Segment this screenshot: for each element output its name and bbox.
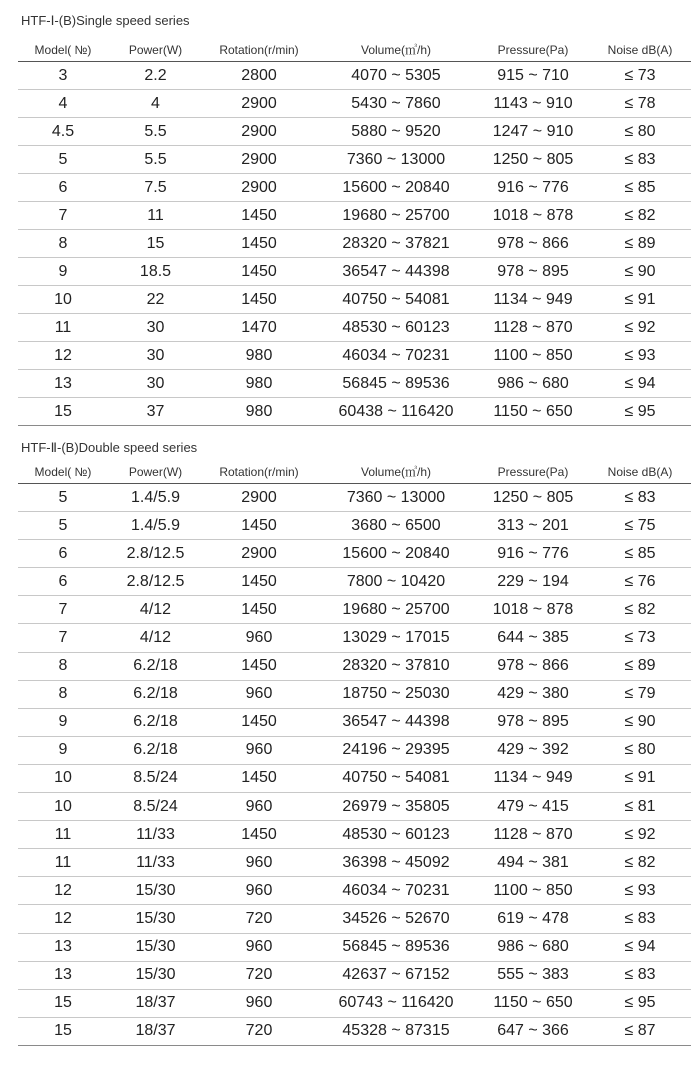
cell-pressure: 1143 ~ 910 <box>477 90 589 118</box>
single-speed-series-title: HTF-Ⅰ-(B)Single speed series <box>21 13 190 28</box>
cell-noise: ≤ 76 <box>589 568 691 596</box>
cell-volume: 36398 ~ 45092 <box>315 849 477 877</box>
cell-power: 30 <box>108 370 203 398</box>
cell-rotation: 980 <box>203 398 315 426</box>
cell-power: 6.2/18 <box>108 680 203 708</box>
cell-rotation: 960 <box>203 849 315 877</box>
table-row <box>18 793 691 821</box>
cell-noise: ≤ 73 <box>589 624 691 652</box>
table-row <box>18 342 691 370</box>
table-row <box>18 708 691 736</box>
cell-rotation: 1450 <box>203 708 315 736</box>
cell-volume: 40750 ~ 54081 <box>315 764 477 792</box>
table-row <box>18 230 691 258</box>
cell-volume: 15600 ~ 20840 <box>315 174 477 202</box>
cell-pressure: 429 ~ 380 <box>477 680 589 708</box>
cell-power: 5.5 <box>108 146 203 174</box>
cell-power: 37 <box>108 398 203 426</box>
cell-pressure: 647 ~ 366 <box>477 1017 589 1045</box>
cell-rotation: 960 <box>203 989 315 1017</box>
table-header-row <box>18 38 691 62</box>
cell-noise: ≤ 83 <box>589 146 691 174</box>
cell-noise: ≤ 94 <box>589 933 691 961</box>
cell-rotation: 720 <box>203 961 315 989</box>
cell-volume: 24196 ~ 29395 <box>315 736 477 764</box>
cell-noise: ≤ 81 <box>589 793 691 821</box>
cell-pressure: 1250 ~ 805 <box>477 146 589 174</box>
cell-model: 15 <box>18 989 108 1017</box>
table-row <box>18 258 691 286</box>
table-row <box>18 568 691 596</box>
table-row <box>18 933 691 961</box>
cell-rotation: 2900 <box>203 540 315 568</box>
table-row <box>18 146 691 174</box>
cell-pressure: 915 ~ 710 <box>477 62 589 90</box>
cell-noise: ≤ 90 <box>589 708 691 736</box>
cell-power: 1.4/5.9 <box>108 512 203 540</box>
cell-pressure: 1150 ~ 650 <box>477 398 589 426</box>
cell-pressure: 916 ~ 776 <box>477 540 589 568</box>
cell-pressure: 1018 ~ 878 <box>477 202 589 230</box>
cell-pressure: 429 ~ 392 <box>477 736 589 764</box>
cell-volume: 56845 ~ 89536 <box>315 370 477 398</box>
table-row <box>18 314 691 342</box>
table-row <box>18 62 691 90</box>
cell-volume: 4070 ~ 5305 <box>315 62 477 90</box>
cell-model: 8 <box>18 230 108 258</box>
cell-noise: ≤ 92 <box>589 314 691 342</box>
cell-volume: 7800 ~ 10420 <box>315 568 477 596</box>
cell-power: 6.2/18 <box>108 736 203 764</box>
cell-noise: ≤ 92 <box>589 821 691 849</box>
cell-power: 8.5/24 <box>108 764 203 792</box>
table-row <box>18 596 691 624</box>
cell-power: 30 <box>108 314 203 342</box>
cell-volume: 26979 ~ 35805 <box>315 793 477 821</box>
cell-volume: 42637 ~ 67152 <box>315 961 477 989</box>
table-row <box>18 512 691 540</box>
cell-noise: ≤ 82 <box>589 202 691 230</box>
cell-model: 10 <box>18 764 108 792</box>
cell-volume: 45328 ~ 87315 <box>315 1017 477 1045</box>
double-speed-table <box>18 460 691 1046</box>
cell-rotation: 960 <box>203 680 315 708</box>
cell-power: 6.2/18 <box>108 708 203 736</box>
single-speed-table <box>18 38 691 426</box>
cell-volume: 3680 ~ 6500 <box>315 512 477 540</box>
cell-noise: ≤ 87 <box>589 1017 691 1045</box>
cell-pressure: 978 ~ 866 <box>477 230 589 258</box>
table-row <box>18 370 691 398</box>
cell-pressure: 1150 ~ 650 <box>477 989 589 1017</box>
cell-model: 12 <box>18 342 108 370</box>
table-row <box>18 989 691 1017</box>
cell-noise: ≤ 93 <box>589 342 691 370</box>
cell-power: 15/30 <box>108 905 203 933</box>
cell-model: 3 <box>18 62 108 90</box>
table-row <box>18 961 691 989</box>
cell-noise: ≤ 85 <box>589 174 691 202</box>
cell-noise: ≤ 90 <box>589 258 691 286</box>
cell-volume: 7360 ~ 13000 <box>315 484 477 512</box>
header-volume: Volume(㎥/h) <box>315 460 477 484</box>
cell-power: 22 <box>108 286 203 314</box>
cell-rotation: 960 <box>203 877 315 905</box>
cell-rotation: 1450 <box>203 764 315 792</box>
table-row <box>18 680 691 708</box>
table-row <box>18 286 691 314</box>
header-volume: Volume(㎥/h) <box>315 38 477 62</box>
cell-power: 15/30 <box>108 961 203 989</box>
cell-rotation: 960 <box>203 793 315 821</box>
table-row <box>18 652 691 680</box>
cell-volume: 28320 ~ 37821 <box>315 230 477 258</box>
cell-pressure: 644 ~ 385 <box>477 624 589 652</box>
cell-rotation: 960 <box>203 624 315 652</box>
cell-power: 18.5 <box>108 258 203 286</box>
cell-noise: ≤ 82 <box>589 596 691 624</box>
cell-power: 4/12 <box>108 624 203 652</box>
cell-rotation: 2900 <box>203 484 315 512</box>
cell-noise: ≤ 83 <box>589 961 691 989</box>
cell-power: 18/37 <box>108 989 203 1017</box>
cell-power: 1.4/5.9 <box>108 484 203 512</box>
cell-rotation: 1450 <box>203 286 315 314</box>
cell-noise: ≤ 95 <box>589 989 691 1017</box>
cell-noise: ≤ 83 <box>589 484 691 512</box>
cell-volume: 46034 ~ 70231 <box>315 877 477 905</box>
cell-noise: ≤ 73 <box>589 62 691 90</box>
cell-power: 2.8/12.5 <box>108 568 203 596</box>
cell-rotation: 1450 <box>203 512 315 540</box>
cell-volume: 28320 ~ 37810 <box>315 652 477 680</box>
cell-noise: ≤ 93 <box>589 877 691 905</box>
cell-rotation: 2900 <box>203 174 315 202</box>
cell-power: 11 <box>108 202 203 230</box>
cell-rotation: 1450 <box>203 258 315 286</box>
cell-pressure: 1247 ~ 910 <box>477 118 589 146</box>
cell-volume: 60438 ~ 116420 <box>315 398 477 426</box>
cell-volume: 7360 ~ 13000 <box>315 146 477 174</box>
cell-volume: 48530 ~ 60123 <box>315 314 477 342</box>
cell-model: 7 <box>18 624 108 652</box>
cell-model: 9 <box>18 258 108 286</box>
cell-volume: 48530 ~ 60123 <box>315 821 477 849</box>
cell-power: 15/30 <box>108 877 203 905</box>
cell-volume: 36547 ~ 44398 <box>315 708 477 736</box>
cell-noise: ≤ 91 <box>589 764 691 792</box>
table-row <box>18 736 691 764</box>
header-pressure: Pressure(Pa) <box>477 38 589 62</box>
cell-volume: 13029 ~ 17015 <box>315 624 477 652</box>
cell-noise: ≤ 83 <box>589 905 691 933</box>
cell-volume: 5880 ~ 9520 <box>315 118 477 146</box>
cell-volume: 18750 ~ 25030 <box>315 680 477 708</box>
cell-noise: ≤ 91 <box>589 286 691 314</box>
cell-volume: 15600 ~ 20840 <box>315 540 477 568</box>
header-noise: Noise dB(A) <box>589 460 691 484</box>
cell-pressure: 978 ~ 895 <box>477 708 589 736</box>
cell-volume: 46034 ~ 70231 <box>315 342 477 370</box>
cell-volume: 56845 ~ 89536 <box>315 933 477 961</box>
cell-volume: 19680 ~ 25700 <box>315 596 477 624</box>
cell-noise: ≤ 95 <box>589 398 691 426</box>
cell-pressure: 1128 ~ 870 <box>477 821 589 849</box>
cell-model: 7 <box>18 202 108 230</box>
cell-rotation: 2900 <box>203 118 315 146</box>
table-row <box>18 624 691 652</box>
cell-model: 6 <box>18 174 108 202</box>
cell-volume: 36547 ~ 44398 <box>315 258 477 286</box>
cell-rotation: 980 <box>203 342 315 370</box>
cell-rotation: 1450 <box>203 821 315 849</box>
cell-model: 10 <box>18 793 108 821</box>
cell-power: 2.8/12.5 <box>108 540 203 568</box>
header-pressure: Pressure(Pa) <box>477 460 589 484</box>
cell-model: 9 <box>18 708 108 736</box>
cell-noise: ≤ 82 <box>589 849 691 877</box>
cell-model: 5 <box>18 146 108 174</box>
cell-model: 9 <box>18 736 108 764</box>
cell-pressure: 555 ~ 383 <box>477 961 589 989</box>
table-row <box>18 398 691 426</box>
cell-rotation: 720 <box>203 1017 315 1045</box>
cell-power: 6.2/18 <box>108 652 203 680</box>
cell-rotation: 2800 <box>203 62 315 90</box>
cell-rotation: 2900 <box>203 90 315 118</box>
table-row <box>18 484 691 512</box>
cell-rotation: 960 <box>203 736 315 764</box>
table-row <box>18 118 691 146</box>
header-noise: Noise dB(A) <box>589 38 691 62</box>
cell-pressure: 1128 ~ 870 <box>477 314 589 342</box>
cell-power: 11/33 <box>108 849 203 877</box>
cell-power: 15 <box>108 230 203 258</box>
cell-rotation: 960 <box>203 933 315 961</box>
cell-power: 4/12 <box>108 596 203 624</box>
cell-rotation: 2900 <box>203 146 315 174</box>
cell-model: 15 <box>18 398 108 426</box>
cell-pressure: 916 ~ 776 <box>477 174 589 202</box>
header-power: Power(W) <box>108 38 203 62</box>
header-rotation: Rotation(r/min) <box>203 460 315 484</box>
cell-pressure: 1250 ~ 805 <box>477 484 589 512</box>
cell-rotation: 1450 <box>203 230 315 258</box>
cell-rotation: 980 <box>203 370 315 398</box>
cell-power: 5.5 <box>108 118 203 146</box>
cell-noise: ≤ 89 <box>589 230 691 258</box>
cell-noise: ≤ 80 <box>589 118 691 146</box>
cell-rotation: 720 <box>203 905 315 933</box>
cell-power: 30 <box>108 342 203 370</box>
cell-noise: ≤ 79 <box>589 680 691 708</box>
cell-pressure: 494 ~ 381 <box>477 849 589 877</box>
cell-noise: ≤ 89 <box>589 652 691 680</box>
cell-model: 4.5 <box>18 118 108 146</box>
cell-model: 11 <box>18 821 108 849</box>
cell-power: 8.5/24 <box>108 793 203 821</box>
cell-model: 8 <box>18 652 108 680</box>
cell-pressure: 1100 ~ 850 <box>477 877 589 905</box>
table-row <box>18 821 691 849</box>
cell-volume: 40750 ~ 54081 <box>315 286 477 314</box>
header-power: Power(W) <box>108 460 203 484</box>
cell-model: 13 <box>18 933 108 961</box>
cell-pressure: 619 ~ 478 <box>477 905 589 933</box>
table-row <box>18 540 691 568</box>
cell-power: 4 <box>108 90 203 118</box>
table-row <box>18 202 691 230</box>
table-header-row <box>18 460 691 484</box>
cell-pressure: 1134 ~ 949 <box>477 764 589 792</box>
table-row <box>18 1017 691 1045</box>
cell-noise: ≤ 78 <box>589 90 691 118</box>
cell-power: 7.5 <box>108 174 203 202</box>
table-row <box>18 764 691 792</box>
cell-pressure: 986 ~ 680 <box>477 370 589 398</box>
cell-noise: ≤ 85 <box>589 540 691 568</box>
cell-model: 7 <box>18 596 108 624</box>
header-model: Model( №) <box>18 38 108 62</box>
cell-volume: 5430 ~ 7860 <box>315 90 477 118</box>
cell-model: 6 <box>18 540 108 568</box>
header-rotation: Rotation(r/min) <box>203 38 315 62</box>
table-row <box>18 877 691 905</box>
cell-pressure: 229 ~ 194 <box>477 568 589 596</box>
cell-model: 12 <box>18 877 108 905</box>
table-row <box>18 849 691 877</box>
cell-model: 4 <box>18 90 108 118</box>
cell-rotation: 1450 <box>203 568 315 596</box>
cell-pressure: 978 ~ 895 <box>477 258 589 286</box>
cell-volume: 19680 ~ 25700 <box>315 202 477 230</box>
cell-model: 5 <box>18 512 108 540</box>
cell-pressure: 479 ~ 415 <box>477 793 589 821</box>
cell-pressure: 1134 ~ 949 <box>477 286 589 314</box>
cell-power: 11/33 <box>108 821 203 849</box>
cell-model: 8 <box>18 680 108 708</box>
cell-model: 13 <box>18 370 108 398</box>
cell-power: 2.2 <box>108 62 203 90</box>
cell-power: 15/30 <box>108 933 203 961</box>
cell-noise: ≤ 94 <box>589 370 691 398</box>
cell-model: 15 <box>18 1017 108 1045</box>
cell-pressure: 1100 ~ 850 <box>477 342 589 370</box>
cell-model: 12 <box>18 905 108 933</box>
cell-rotation: 1450 <box>203 202 315 230</box>
table-row <box>18 90 691 118</box>
cell-model: 5 <box>18 484 108 512</box>
cell-pressure: 313 ~ 201 <box>477 512 589 540</box>
cell-model: 11 <box>18 849 108 877</box>
cell-noise: ≤ 75 <box>589 512 691 540</box>
cell-model: 11 <box>18 314 108 342</box>
cell-noise: ≤ 80 <box>589 736 691 764</box>
cell-model: 10 <box>18 286 108 314</box>
cell-pressure: 986 ~ 680 <box>477 933 589 961</box>
cell-model: 13 <box>18 961 108 989</box>
table-row <box>18 174 691 202</box>
cell-rotation: 1470 <box>203 314 315 342</box>
header-model: Model( №) <box>18 460 108 484</box>
cell-volume: 34526 ~ 52670 <box>315 905 477 933</box>
cell-rotation: 1450 <box>203 652 315 680</box>
table-row <box>18 905 691 933</box>
cell-volume: 60743 ~ 116420 <box>315 989 477 1017</box>
cell-power: 18/37 <box>108 1017 203 1045</box>
cell-pressure: 978 ~ 866 <box>477 652 589 680</box>
cell-rotation: 1450 <box>203 596 315 624</box>
cell-model: 6 <box>18 568 108 596</box>
double-speed-series-title: HTF-Ⅱ-(B)Double speed series <box>21 440 198 455</box>
cell-pressure: 1018 ~ 878 <box>477 596 589 624</box>
